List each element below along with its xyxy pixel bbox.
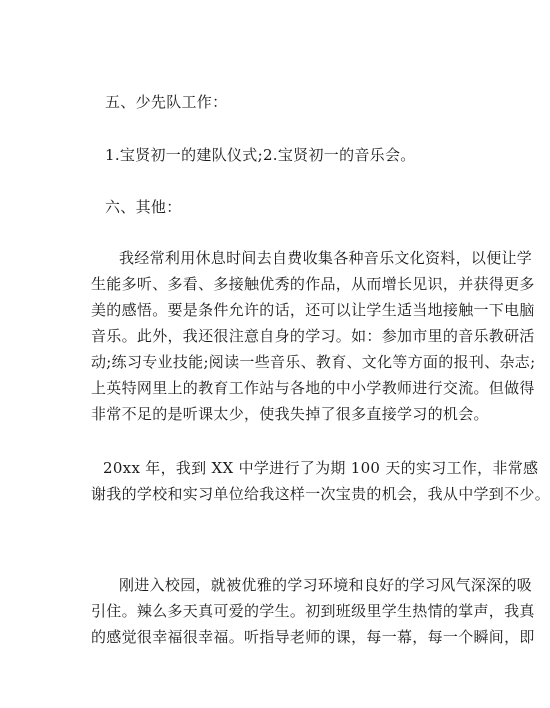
paragraph-line: 美的感悟。要是条件允许的话，还可以让学生适当地接触一下电脑 <box>91 301 535 319</box>
paragraph-line: 非常不足的是听课太少，使我失掉了很多直接学习的机会。 <box>91 405 489 423</box>
paragraph-line: 谢我的学校和实习单位给我这样一次宝贵的机会，我从中学到不少。 <box>91 485 550 503</box>
paragraph-line: 上英特网里上的教育工作站与各地的中小学教师进行交流。但做得 <box>91 379 535 397</box>
section5-heading: 五、少先队工作： <box>105 93 228 111</box>
paragraph-line: 生能多听、多看、多接触优秀的作品，从而增长见识，并获得更多 <box>91 275 535 293</box>
section5-item: 1.宝贤初一的建队仪式;2.宝贤初一的音乐会。 <box>105 146 416 164</box>
paragraph-line: 动;练习专业技能;阅读一些音乐、教育、文化等方面的报刊、杂志; <box>91 353 536 371</box>
paragraph-line: 引住。辣么多天真可爱的学生。初到班级里学生热情的掌声，我真 <box>91 602 535 620</box>
paragraph-line: 音乐。此外，我还很注意自身的学习。如：参加市里的音乐教研活 <box>91 327 535 345</box>
section6-heading: 六、其他： <box>105 198 182 216</box>
paragraph-line: 刚进入校园，就被优雅的学习环境和良好的学习风气深深的吸 <box>119 576 533 594</box>
paragraph-line: 的感觉很幸福很幸福。听指导老师的课，每一幕，每一个瞬间，即 <box>91 628 535 646</box>
paragraph-line: 我经常利用休息时间去自费收集各种音乐文化资料，以便让学 <box>119 249 533 267</box>
paragraph-line: 20xx 年，我到 XX 中学进行了为期 100 天的实习工作，非常感 <box>103 459 539 477</box>
